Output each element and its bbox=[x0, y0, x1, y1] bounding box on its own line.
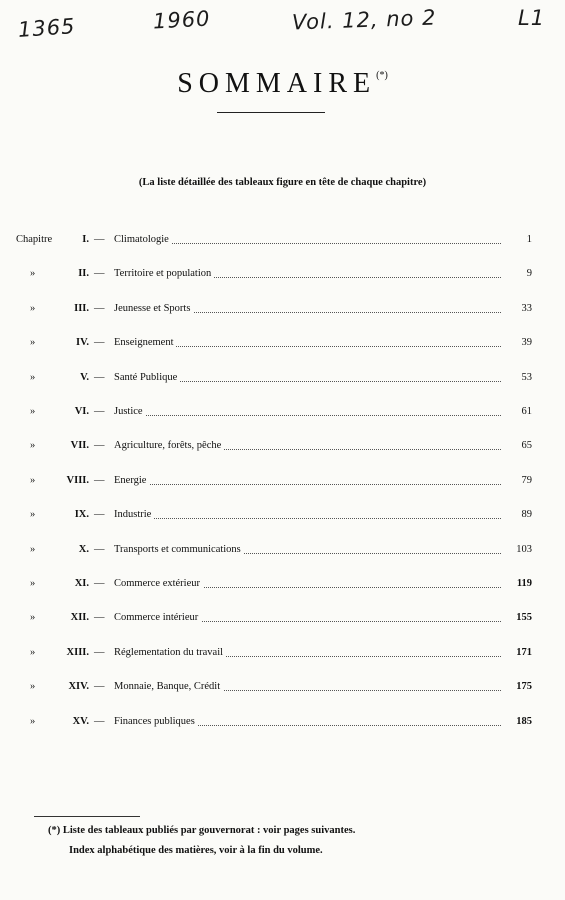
toc-row[interactable] bbox=[0, 370, 565, 386]
toc-dash: — bbox=[94, 302, 105, 314]
toc-dash: — bbox=[94, 406, 105, 417]
toc-chapter-prefix: » bbox=[30, 543, 36, 555]
toc-chapter-numeral: I. bbox=[82, 234, 89, 245]
toc-chapter-prefix: » bbox=[30, 371, 36, 383]
toc-dash: — bbox=[94, 371, 105, 383]
toc-chapter-numeral: XV. bbox=[72, 715, 89, 727]
toc-chapter-title: Justice bbox=[114, 404, 146, 420]
toc-chapter-prefix: » bbox=[30, 578, 36, 589]
toc-page-number: 79 bbox=[518, 473, 533, 489]
toc-chapter-title: Commerce extérieur bbox=[114, 576, 203, 592]
toc-page-number: 119 bbox=[513, 576, 532, 592]
toc-chapter-title: Energie bbox=[114, 473, 149, 489]
toc-chapter-title: Industrie bbox=[114, 507, 154, 523]
toc-page-number: 185 bbox=[512, 714, 532, 730]
toc-chapter-prefix: » bbox=[30, 509, 36, 521]
toc-page-number: 171 bbox=[512, 645, 532, 661]
toc-chapter-numeral: XII. bbox=[70, 612, 89, 624]
handwritten-note-code: L1 bbox=[518, 6, 546, 30]
toc-chapter-numeral: XI. bbox=[74, 578, 89, 589]
toc-page-number: 39 bbox=[518, 335, 533, 351]
handwritten-note-number: 1365 bbox=[17, 14, 77, 42]
handwritten-note-volume: Vol. 12, no 2 bbox=[291, 5, 437, 35]
toc-chapter-title: Santé Publique bbox=[114, 370, 180, 386]
toc-page-number: 65 bbox=[518, 438, 533, 454]
toc-page-number: 155 bbox=[512, 610, 532, 626]
toc-chapter-numeral: IX. bbox=[74, 509, 89, 521]
toc-chapter-title: Commerce intérieur bbox=[114, 610, 201, 626]
toc-dash: — bbox=[94, 440, 105, 452]
title-footnote-mark: (*) bbox=[376, 70, 388, 81]
toc-row[interactable] bbox=[0, 507, 565, 523]
toc-chapter-numeral: IV. bbox=[76, 337, 89, 349]
toc-chapter-title: Territoire et population bbox=[114, 266, 214, 282]
toc-row[interactable] bbox=[0, 335, 565, 351]
title-underline bbox=[217, 112, 325, 113]
toc-dot-leader bbox=[114, 415, 501, 416]
toc-page-number: 175 bbox=[512, 679, 532, 695]
toc-chapter-numeral: VI. bbox=[74, 406, 89, 417]
toc-row[interactable] bbox=[0, 438, 565, 454]
toc-chapter-prefix: » bbox=[30, 302, 36, 314]
toc-dot-leader bbox=[114, 518, 501, 519]
toc-dash: — bbox=[94, 612, 105, 624]
toc-chapter-prefix: » bbox=[30, 474, 36, 486]
toc-dash: — bbox=[94, 268, 105, 280]
toc-chapter-numeral: VII. bbox=[70, 440, 89, 452]
toc-chapter-prefix: » bbox=[30, 406, 36, 417]
toc-page-number: 103 bbox=[512, 542, 532, 558]
toc-dash: — bbox=[94, 509, 105, 521]
toc-chapter-numeral: X. bbox=[78, 543, 89, 555]
footnote-divider bbox=[34, 816, 140, 817]
toc-dash: — bbox=[94, 646, 105, 658]
toc-page-number: 89 bbox=[518, 507, 533, 523]
subtitle-note: (La liste détaillée des tableaux figure en tête de chaque chapitre) bbox=[138, 177, 427, 188]
toc-chapter-numeral: III. bbox=[74, 302, 89, 314]
toc-chapter-title: Monnaie, Banque, Crédit bbox=[114, 679, 223, 695]
toc-dash: — bbox=[94, 543, 105, 555]
toc-chapter-numeral: VIII. bbox=[66, 474, 89, 486]
toc-row[interactable] bbox=[0, 404, 565, 420]
toc-chapter-prefix: » bbox=[30, 612, 36, 624]
toc-chapter-prefix: » bbox=[30, 646, 36, 658]
toc-chapter-prefix: » bbox=[30, 715, 36, 727]
toc-row[interactable] bbox=[0, 542, 565, 558]
toc-row[interactable] bbox=[0, 679, 565, 695]
toc-page-number: 61 bbox=[518, 404, 533, 420]
toc-row[interactable] bbox=[0, 301, 565, 317]
toc-chapter-prefix: » bbox=[30, 440, 36, 452]
toc-row[interactable] bbox=[0, 714, 565, 730]
toc-chapter-prefix: Chapitre bbox=[16, 234, 53, 245]
toc-row[interactable] bbox=[0, 473, 565, 489]
toc-dash: — bbox=[94, 474, 105, 486]
toc-chapter-title: Jeunesse et Sports bbox=[114, 301, 193, 317]
toc-chapter-prefix: » bbox=[30, 681, 36, 693]
handwritten-note-year: 1960 bbox=[152, 6, 212, 34]
toc-page-number: 53 bbox=[518, 370, 533, 386]
page-title-text: SOMMAIRE bbox=[177, 68, 377, 99]
toc-chapter-title: Enseignement bbox=[114, 335, 176, 351]
toc-dash: — bbox=[94, 715, 105, 727]
toc-chapter-prefix: » bbox=[30, 337, 36, 349]
toc-chapter-prefix: » bbox=[30, 268, 36, 280]
toc-chapter-numeral: II. bbox=[78, 268, 89, 280]
toc-page-number: 9 bbox=[523, 266, 532, 282]
toc-chapter-title: Agriculture, forêts, pêche bbox=[114, 438, 224, 454]
toc-chapter-title: Transports et communications bbox=[114, 542, 244, 558]
footnote-gouvernorat: (*) Liste des tableaux publiés par gouvernorat : voir pages suivantes. bbox=[48, 825, 356, 836]
toc-row[interactable] bbox=[0, 576, 565, 592]
footnote-index: Index alphabétique des matières, voir à la fin du volume. bbox=[69, 845, 323, 856]
toc-chapter-title: Climatologie bbox=[114, 232, 172, 248]
toc-row[interactable] bbox=[0, 232, 565, 248]
toc-chapter-title: Réglementation du travail bbox=[114, 645, 226, 661]
toc-page-number: 33 bbox=[518, 301, 533, 317]
toc-page-number: 1 bbox=[523, 232, 532, 248]
toc-dash: — bbox=[94, 234, 105, 245]
toc-row[interactable] bbox=[0, 610, 565, 626]
toc-chapter-numeral: XIV. bbox=[68, 681, 89, 693]
toc-row[interactable] bbox=[0, 645, 565, 661]
toc-dot-leader bbox=[114, 484, 501, 485]
toc-dot-leader bbox=[114, 243, 501, 244]
toc-dash: — bbox=[94, 681, 105, 693]
toc-chapter-title: Finances publiques bbox=[114, 714, 198, 730]
toc-row[interactable] bbox=[0, 266, 565, 282]
toc-dash: — bbox=[94, 337, 105, 349]
toc-chapter-numeral: XIII. bbox=[66, 646, 89, 658]
toc-chapter-numeral: V. bbox=[80, 371, 89, 383]
page-title bbox=[0, 68, 565, 100]
toc-dash: — bbox=[94, 578, 105, 589]
